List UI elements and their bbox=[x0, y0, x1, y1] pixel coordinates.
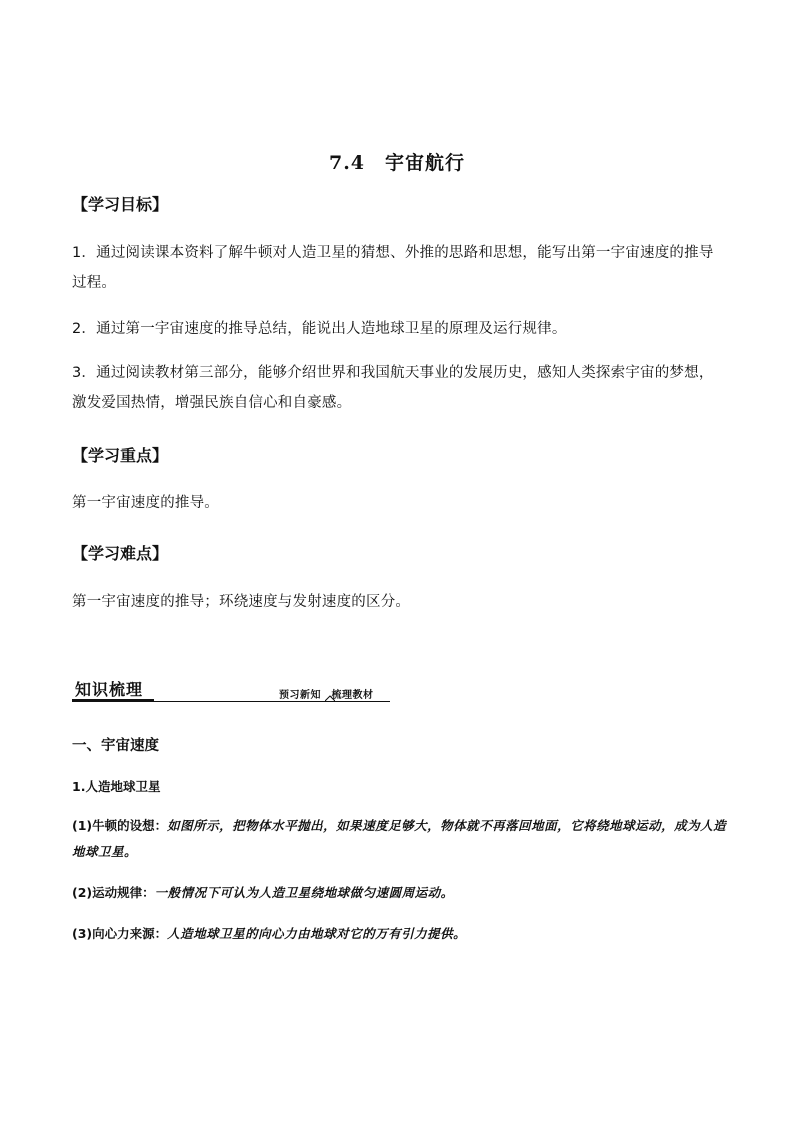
knowledge-bar-title: 知识梳理 bbox=[75, 680, 144, 699]
knowledge-bar-notch bbox=[325, 695, 335, 703]
page-title: 7.4 宇宙航行 bbox=[328, 152, 466, 174]
part1-item-1 bbox=[72, 813, 732, 865]
item-text: 一般情况下可认为人造卫星绕地球做匀速圆周运动。 bbox=[154, 885, 454, 900]
item-label: (2)运动规律： bbox=[72, 885, 155, 900]
key-text: 第一宇宙速度的推导。 bbox=[72, 495, 219, 511]
item-text: 如图所示，把物体水平抛出，如果速度足够大，物体就不再落回地面，它将绕地球运动，成为人造地球卫星。 bbox=[72, 818, 727, 859]
item-text: 人造地球卫星的向心力由地球对它的万有引力提供。 bbox=[167, 926, 467, 941]
goal-item-2: 2．通过第一宇宙速度的推导总结，能说出人造地球卫星的原理及运行规律。 bbox=[72, 321, 567, 337]
part1-item-2 bbox=[72, 880, 732, 906]
key-heading: 【学习重点】 bbox=[72, 446, 169, 465]
difficulty-heading: 【学习难点】 bbox=[72, 544, 169, 563]
item-label: (3)向心力来源： bbox=[72, 926, 168, 941]
goal-item-3: 3．通过阅读教材第三部分，能够介绍世界和我国航天事业的发展历史，感知人类探索宇宙的梦想，激发爱国热情，增强民族自信心和自豪感。 bbox=[72, 365, 714, 411]
knowledge-bar-rule bbox=[72, 701, 390, 702]
difficulty-text: 第一宇宙速度的推导；环绕速度与发射速度的区分。 bbox=[72, 594, 411, 610]
part1-item-3 bbox=[72, 921, 732, 947]
item-label: (1)牛顿的设想： bbox=[72, 818, 168, 833]
goal-item-1: 1．通过阅读课本资料了解牛顿对人造卫星的猜想、外推的思路和思想，能写出第一宇宙速度的推导过程。 bbox=[72, 245, 714, 291]
knowledge-bar-subtitle: 预习新知 梳理教材 bbox=[279, 690, 374, 701]
part1-subheading: 1.人造地球卫星 bbox=[72, 779, 161, 794]
part1-heading: 一、宇宙速度 bbox=[72, 738, 159, 754]
goals-heading: 【学习目标】 bbox=[72, 195, 169, 214]
